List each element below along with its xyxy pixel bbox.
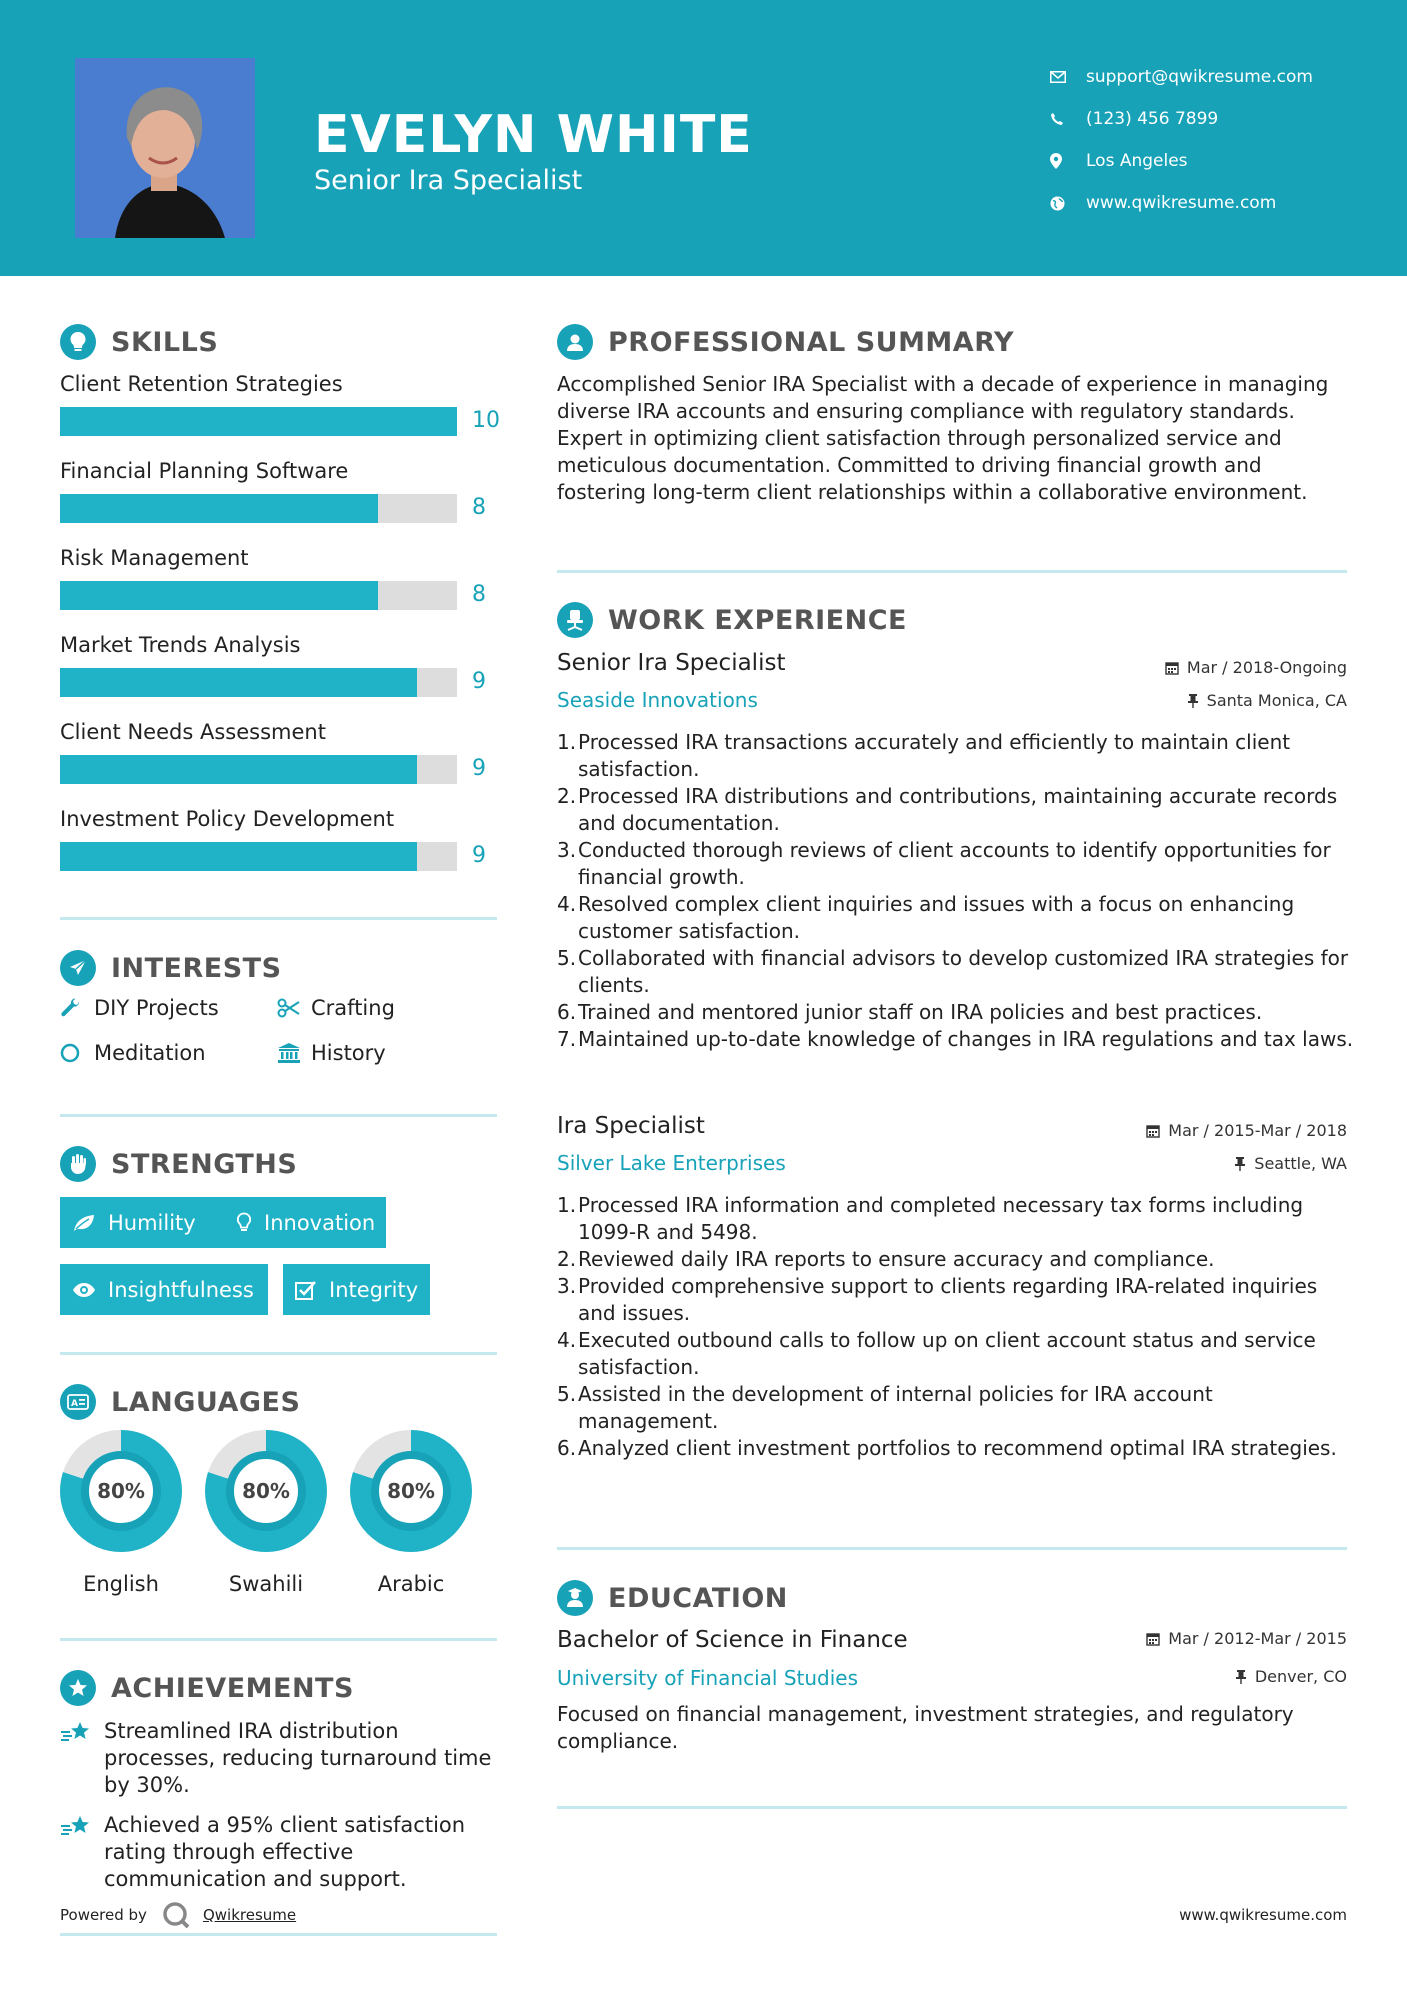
job-bullet [557,837,1357,891]
achievements-title: ACHIEVEMENTS [111,1672,354,1704]
job-company: Silver Lake Enterprises [557,1151,786,1175]
job-location [1234,1154,1347,1173]
pushpin-icon [1234,1156,1246,1172]
interest-crafting [277,996,395,1020]
bullet-text: Reviewed daily IRA reports to ensure accuracy and compliance. [578,1247,1215,1271]
star-badge-icon [60,1670,96,1706]
pushpin-icon [1187,693,1199,709]
skill-bar-track [60,494,457,523]
strength-label: Humility [108,1210,196,1235]
job-bullet [557,999,1357,1026]
skill-label: Financial Planning Software [60,459,349,483]
language-icon [60,1384,96,1420]
strength-label: Innovation [264,1210,376,1235]
summary-text: Accomplished Senior IRA Specialist with a decade of experience in managing diverse IRA accounts and ensuring compliance with regulatory standards. Expert in optimizing client satisfaction through personalized service and meticulous documentation. Committed to driving financial growth and fostering long-term client relationships within a collaborative environment. [557,372,1329,504]
job-company: Seaside Innovations [557,688,758,712]
education-dates [1146,1629,1347,1648]
candidate-name: EVELYN WHITE [314,105,753,165]
contact-email-text: support@qwikresume.com [1086,67,1313,87]
divider [557,570,1347,573]
interest-history [277,1041,386,1065]
language-progress-ring [205,1430,327,1552]
calendar-icon [1146,1632,1160,1646]
language-name: English [83,1572,159,1596]
office-chair-icon [557,602,593,638]
skill-bar-track [60,407,457,436]
contact-website-text: www.qwikresume.com [1086,193,1277,213]
job-location [1187,691,1347,710]
lightbulb-icon [236,1212,252,1234]
skill-bar-fill [60,842,417,871]
wrench-icon [60,997,94,1019]
svg-text:A: A [71,1399,78,1409]
skill-bar-fill [60,668,417,697]
skill-bar-fill [60,581,378,610]
language-percent: 80% [81,1451,161,1531]
bullet-number: 4. [557,892,577,916]
leaf-icon [72,1213,96,1233]
footer-url[interactable]: www.qwikresume.com [1179,1906,1347,1924]
divider [557,1806,1347,1809]
strength-label: Integrity [329,1277,419,1302]
divider [557,1547,1347,1550]
skill-value: 9 [472,843,486,868]
achievement-item [60,1812,500,1893]
lightbulb-icon [60,324,96,360]
job-bullet-list [557,1192,1357,1462]
envelope-icon [1050,71,1086,83]
languages-title: LANGUAGES [111,1386,301,1418]
eye-icon [72,1282,96,1298]
shooting-star-icon [60,1812,104,1893]
scissors-icon [277,998,311,1018]
paper-plane-icon [60,950,96,986]
job-dates-text: Mar / 2018-Ongoing [1186,658,1347,677]
bullet-number: 1. [557,1193,577,1217]
bullet-text: Resolved complex client inquiries and issues with a focus on enhancing customer satisfaction. [578,892,1295,943]
pushpin-icon [1235,1669,1247,1685]
strength-label: Insightfulness [108,1277,254,1302]
job-dates [1165,658,1347,677]
skill-bar-track [60,842,457,871]
language-name: Arabic [377,1572,445,1596]
phone-icon [1050,112,1086,126]
language-percent: 80% [371,1451,451,1531]
globe-icon [1050,196,1086,211]
education-dates-text: Mar / 2012-Mar / 2015 [1168,1629,1347,1648]
powered-by-brand-link[interactable]: Qwikresume [202,1906,297,1924]
job-bullet [557,783,1357,837]
bullet-text: Provided comprehensive support to clients regarding IRA-related inquiries and issues. [578,1274,1318,1325]
job-title: Senior Ira Specialist [557,650,786,676]
bullet-text: Executed outbound calls to follow up on client account status and service satisfaction. [578,1328,1316,1379]
bullet-number: 4. [557,1328,577,1352]
skill-value: 9 [472,669,486,694]
strengths-title: STRENGTHS [111,1148,298,1180]
divider [60,1114,497,1117]
graduation-icon [557,1580,593,1616]
skill-bar-track [60,668,457,697]
bullet-text: Processed IRA distributions and contributions, maintaining accurate records and documentation. [578,784,1338,835]
language-item [58,1430,184,1596]
skill-label: Client Retention Strategies [60,372,343,396]
job-bullet-list [557,729,1357,1053]
bullet-number: 5. [557,1382,577,1406]
circle-icon [60,1042,94,1064]
skill-value: 8 [472,495,486,520]
bullet-number: 1. [557,730,577,754]
strength-tag-humility [60,1197,224,1248]
raised-fist-icon [60,1146,96,1182]
language-item [203,1430,329,1596]
job-bullet [557,729,1357,783]
interest-label: DIY Projects [94,996,219,1020]
language-progress-ring [60,1430,182,1552]
bullet-text: Trained and mentored junior staff on IRA policies and best practices. [578,1000,1263,1024]
skill-label: Investment Policy Development [60,807,395,831]
bullet-number: 7. [557,1027,577,1051]
bullet-number: 3. [557,838,577,862]
contact-list [1050,56,1313,224]
summary-heading [557,324,1014,360]
profile-photo [75,58,255,238]
job-bullet [557,1327,1357,1381]
candidate-title: Senior Ira Specialist [314,165,583,196]
calendar-icon [1165,661,1179,675]
skill-label: Market Trends Analysis [60,633,301,657]
check-square-icon [295,1280,317,1300]
strengths-heading [60,1146,297,1182]
interest-meditation [60,1041,206,1065]
divider [60,1352,497,1355]
bullet-text: Collaborated with financial advisors to develop customized IRA strategies for clients. [578,946,1349,997]
education-title: EDUCATION [608,1582,788,1614]
contact-location [1050,140,1313,182]
language-item [348,1430,474,1596]
skill-bar-fill [60,407,457,436]
experience-heading [557,602,907,638]
languages-heading [60,1384,300,1420]
job-dates [1146,1121,1347,1140]
job-bullet [557,1273,1357,1327]
header-banner [0,0,1407,276]
education-degree: Bachelor of Science in Finance [557,1627,908,1653]
achievement-item [60,1718,500,1799]
shooting-star-icon [60,1718,104,1799]
interests-heading [60,950,282,986]
skill-value: 10 [472,408,500,433]
map-pin-icon [1050,153,1086,169]
education-text: Focused on financial management, investment strategies, and regulatory compliance. [557,1702,1294,1753]
job-dates-text: Mar / 2015-Mar / 2018 [1168,1121,1347,1140]
contact-website[interactable] [1050,182,1313,224]
calendar-icon [1146,1124,1160,1138]
qwikresume-logo-icon [161,1900,191,1930]
strength-tag-innovation [224,1197,386,1248]
contact-location-text: Los Angeles [1086,151,1188,171]
strength-tag-integrity [283,1264,430,1315]
contact-phone-text: (123) 456 7899 [1086,109,1219,129]
job-location-text: Santa Monica, CA [1206,691,1347,710]
education-location-text: Denver, CO [1254,1667,1347,1686]
achievement-text: Streamlined IRA distribution processes, reducing turnaround time by 30%. [104,1719,492,1797]
skill-value: 8 [472,582,486,607]
interest-label: Meditation [94,1041,206,1065]
education-location [1235,1667,1347,1686]
job-title: Ira Specialist [557,1113,705,1139]
language-progress-ring [350,1430,472,1552]
bullet-text: Assisted in the development of internal policies for IRA account management. [578,1382,1213,1433]
job-location-text: Seattle, WA [1254,1154,1347,1173]
skill-bar-track [60,755,457,784]
skill-label: Client Needs Assessment [60,720,326,744]
bullet-text: Processed IRA information and completed necessary tax forms including 1099-R and 5498. [578,1193,1304,1244]
education-school: University of Financial Studies [557,1666,859,1690]
language-percent: 80% [226,1451,306,1531]
skills-title: SKILLS [111,326,219,358]
bullet-text: Processed IRA transactions accurately and efficiently to maintain client satisfaction. [578,730,1291,781]
bullet-number: 2. [557,784,577,808]
powered-by [60,1900,296,1930]
interests-title: INTERESTS [111,952,282,984]
job-bullet [557,1026,1357,1053]
bullet-text: Maintained up-to-date knowledge of changes in IRA regulations and tax laws. [578,1027,1354,1051]
contact-phone[interactable] [1050,98,1313,140]
divider [60,1638,497,1641]
skill-bar-fill [60,494,378,523]
language-name: Swahili [228,1572,304,1596]
strength-tag-insightfulness [60,1264,268,1315]
bullet-number: 6. [557,1000,577,1024]
job-bullet [557,1435,1357,1462]
bullet-number: 2. [557,1247,577,1271]
powered-by-text: Powered by [60,1906,147,1924]
achievement-text: Achieved a 95% client satisfaction rating through effective communication and support. [104,1813,466,1891]
skill-value: 9 [472,756,486,781]
bank-icon [277,1042,311,1064]
job-bullet [557,1192,1357,1246]
skill-bar-track [60,581,457,610]
divider [60,1933,497,1936]
job-bullet [557,1381,1357,1435]
job-bullet [557,1246,1357,1273]
interest-diy-projects [60,996,219,1020]
achievements-heading [60,1670,354,1706]
user-icon [557,324,593,360]
job-bullet [557,945,1357,999]
experience-title: WORK EXPERIENCE [608,604,907,636]
bullet-number: 5. [557,946,577,970]
job-bullet [557,891,1357,945]
skill-label: Risk Management [60,546,249,570]
bullet-number: 3. [557,1274,577,1298]
interest-label: History [311,1041,386,1065]
skill-bar-fill [60,755,417,784]
bullet-text: Analyzed client investment portfolios to recommend optimal IRA strategies. [578,1436,1337,1460]
education-heading [557,1580,788,1616]
interest-label: Crafting [311,996,395,1020]
summary-title: PROFESSIONAL SUMMARY [608,326,1015,358]
contact-email[interactable] [1050,56,1313,98]
bullet-number: 6. [557,1436,577,1460]
bullet-text: Conducted thorough reviews of client accounts to identify opportunities for financial growth. [578,838,1331,889]
divider [60,917,497,920]
skills-heading [60,324,218,360]
